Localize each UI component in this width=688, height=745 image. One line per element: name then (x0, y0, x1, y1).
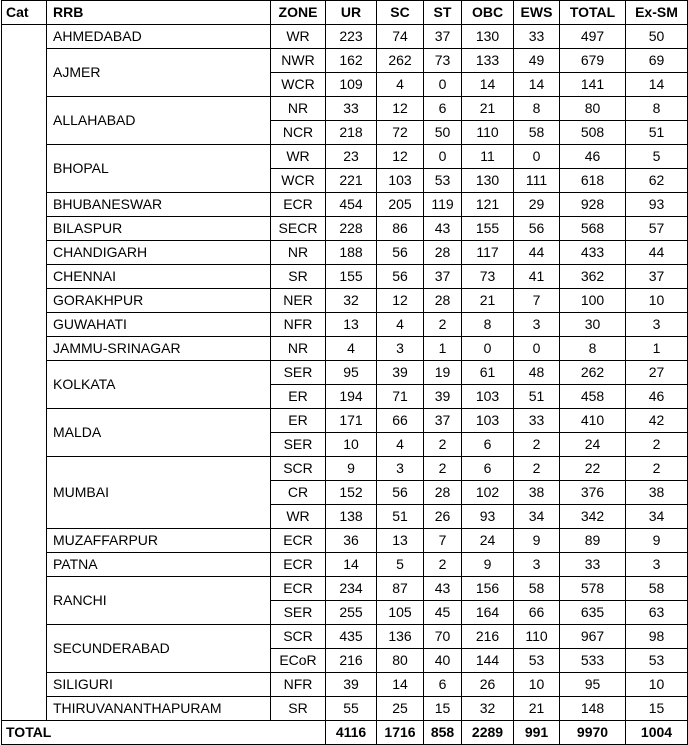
ews-cell: 8 (514, 97, 560, 121)
st-cell: 45 (424, 601, 462, 625)
zone-cell: ECR (271, 529, 326, 553)
ur-cell: 39 (326, 673, 377, 697)
table-row (2, 577, 688, 601)
sc-cell: 25 (377, 697, 424, 721)
ews-cell: 9 (514, 529, 560, 553)
sc-cell: 74 (377, 25, 424, 49)
st-cell: 70 (424, 625, 462, 649)
table-row (2, 553, 688, 577)
exsm-cell: 34 (626, 505, 688, 529)
rrb-cell: MUMBAI (47, 457, 271, 529)
total-ur: 4116 (326, 721, 377, 745)
cat-cell (2, 25, 47, 721)
st-cell: 37 (424, 25, 462, 49)
total-cell: 533 (560, 649, 626, 673)
obc-cell: 121 (462, 193, 514, 217)
sc-cell: 56 (377, 481, 424, 505)
st-cell: 28 (424, 241, 462, 265)
ur-cell: 14 (326, 553, 377, 577)
obc-cell: 24 (462, 529, 514, 553)
total-cell: 679 (560, 49, 626, 73)
sc-cell: 87 (377, 577, 424, 601)
st-cell: 2 (424, 457, 462, 481)
exsm-cell: 53 (626, 649, 688, 673)
total-cell: 376 (560, 481, 626, 505)
ur-cell: 162 (326, 49, 377, 73)
total-cell: 22 (560, 457, 626, 481)
exsm-cell: 51 (626, 121, 688, 145)
ews-cell: 21 (514, 697, 560, 721)
ur-cell: 152 (326, 481, 377, 505)
sc-cell: 71 (377, 385, 424, 409)
rrb-cell: CHANDIGARH (47, 241, 271, 265)
rrb-cell: THIRUVANANTHAPURAM (47, 697, 271, 721)
ur-cell: 95 (326, 361, 377, 385)
ews-cell: 0 (514, 145, 560, 169)
rrb-cell: CHENNAI (47, 265, 271, 289)
zone-cell: SECR (271, 217, 326, 241)
zone-cell: ER (271, 409, 326, 433)
ur-cell: 171 (326, 409, 377, 433)
total-cell: 262 (560, 361, 626, 385)
sc-cell: 86 (377, 217, 424, 241)
rrb-cell: PATNA (47, 553, 271, 577)
st-cell: 43 (424, 577, 462, 601)
table-row (2, 697, 688, 721)
table-row (2, 313, 688, 337)
st-cell: 2 (424, 433, 462, 457)
total-obc: 2289 (462, 721, 514, 745)
header-exsm: Ex-SM (626, 1, 688, 25)
total-sc: 1716 (377, 721, 424, 745)
zone-cell: WR (271, 505, 326, 529)
sc-cell: 4 (377, 73, 424, 97)
header-ur: UR (326, 1, 377, 25)
exsm-cell: 42 (626, 409, 688, 433)
st-cell: 6 (424, 97, 462, 121)
total-cell: 100 (560, 289, 626, 313)
ews-cell: 3 (514, 313, 560, 337)
st-cell: 15 (424, 697, 462, 721)
rrb-cell: GUWAHATI (47, 313, 271, 337)
total-total: 9970 (560, 721, 626, 745)
st-cell: 43 (424, 217, 462, 241)
sc-cell: 4 (377, 433, 424, 457)
table-row (2, 97, 688, 121)
st-cell: 19 (424, 361, 462, 385)
sc-cell: 56 (377, 241, 424, 265)
ews-cell: 58 (514, 121, 560, 145)
rrb-cell: MUZAFFARPUR (47, 529, 271, 553)
obc-cell: 156 (462, 577, 514, 601)
total-cell: 24 (560, 433, 626, 457)
ur-cell: 33 (326, 97, 377, 121)
header-st: ST (424, 1, 462, 25)
ews-cell: 2 (514, 457, 560, 481)
ur-cell: 435 (326, 625, 377, 649)
rrb-cell: JAMMU-SRINAGAR (47, 337, 271, 361)
rrb-cell: ALLAHABAD (47, 97, 271, 145)
table-row (2, 241, 688, 265)
zone-cell: NR (271, 241, 326, 265)
zone-cell: SER (271, 601, 326, 625)
zone-cell: WCR (271, 169, 326, 193)
table-row (2, 49, 688, 73)
sc-cell: 5 (377, 553, 424, 577)
obc-cell: 14 (462, 73, 514, 97)
obc-cell: 9 (462, 553, 514, 577)
exsm-cell: 57 (626, 217, 688, 241)
exsm-cell: 1 (626, 337, 688, 361)
st-cell: 2 (424, 313, 462, 337)
header-sc: SC (377, 1, 424, 25)
header-zone: ZONE (271, 1, 326, 25)
ur-cell: 23 (326, 145, 377, 169)
exsm-cell: 62 (626, 169, 688, 193)
vacancy-table (1, 0, 688, 745)
st-cell: 50 (424, 121, 462, 145)
sc-cell: 12 (377, 145, 424, 169)
st-cell: 37 (424, 265, 462, 289)
zone-cell: NCR (271, 121, 326, 145)
table-row (2, 265, 688, 289)
obc-cell: 103 (462, 409, 514, 433)
exsm-cell: 93 (626, 193, 688, 217)
ur-cell: 216 (326, 649, 377, 673)
total-cell: 95 (560, 673, 626, 697)
header-obc: OBC (462, 1, 514, 25)
total-exsm: 1004 (626, 721, 688, 745)
zone-cell: ECR (271, 553, 326, 577)
ews-cell: 7 (514, 289, 560, 313)
ews-cell: 51 (514, 385, 560, 409)
ur-cell: 10 (326, 433, 377, 457)
exsm-cell: 50 (626, 25, 688, 49)
exsm-cell: 2 (626, 457, 688, 481)
table-row (2, 25, 688, 49)
table-row (2, 625, 688, 649)
zone-cell: SER (271, 361, 326, 385)
zone-cell: NFR (271, 313, 326, 337)
sc-cell: 51 (377, 505, 424, 529)
ur-cell: 221 (326, 169, 377, 193)
obc-cell: 8 (462, 313, 514, 337)
st-cell: 73 (424, 49, 462, 73)
st-cell: 0 (424, 145, 462, 169)
obc-cell: 6 (462, 433, 514, 457)
st-cell: 1 (424, 337, 462, 361)
table-body (2, 25, 688, 721)
rrb-cell: SECUNDERABAD (47, 625, 271, 673)
zone-cell: SR (271, 697, 326, 721)
exsm-cell: 14 (626, 73, 688, 97)
ur-cell: 9 (326, 457, 377, 481)
ews-cell: 0 (514, 337, 560, 361)
obc-cell: 26 (462, 673, 514, 697)
ews-cell: 33 (514, 25, 560, 49)
total-cell: 141 (560, 73, 626, 97)
ur-cell: 155 (326, 265, 377, 289)
exsm-cell: 37 (626, 265, 688, 289)
obc-cell: 133 (462, 49, 514, 73)
sc-cell: 103 (377, 169, 424, 193)
st-cell: 0 (424, 73, 462, 97)
zone-cell: NFR (271, 673, 326, 697)
ews-cell: 49 (514, 49, 560, 73)
st-cell: 26 (424, 505, 462, 529)
sc-cell: 14 (377, 673, 424, 697)
zone-cell: NR (271, 337, 326, 361)
sc-cell: 105 (377, 601, 424, 625)
total-cell: 148 (560, 697, 626, 721)
total-cell: 33 (560, 553, 626, 577)
exsm-cell: 69 (626, 49, 688, 73)
ur-cell: 36 (326, 529, 377, 553)
ews-cell: 14 (514, 73, 560, 97)
total-cell: 362 (560, 265, 626, 289)
rrb-cell: KOLKATA (47, 361, 271, 409)
sc-cell: 66 (377, 409, 424, 433)
sc-cell: 80 (377, 649, 424, 673)
obc-cell: 0 (462, 337, 514, 361)
total-cell: 46 (560, 145, 626, 169)
total-cell: 89 (560, 529, 626, 553)
total-cell: 578 (560, 577, 626, 601)
zone-cell: WCR (271, 73, 326, 97)
exsm-cell: 44 (626, 241, 688, 265)
exsm-cell: 10 (626, 289, 688, 313)
exsm-cell: 63 (626, 601, 688, 625)
table-row (2, 337, 688, 361)
ur-cell: 454 (326, 193, 377, 217)
ews-cell: 2 (514, 433, 560, 457)
total-st: 858 (424, 721, 462, 745)
obc-cell: 117 (462, 241, 514, 265)
sc-cell: 4 (377, 313, 424, 337)
obc-cell: 144 (462, 649, 514, 673)
ur-cell: 234 (326, 577, 377, 601)
exsm-cell: 10 (626, 673, 688, 697)
ur-cell: 223 (326, 25, 377, 49)
ur-cell: 138 (326, 505, 377, 529)
total-cell: 568 (560, 217, 626, 241)
ews-cell: 66 (514, 601, 560, 625)
obc-cell: 155 (462, 217, 514, 241)
sc-cell: 12 (377, 289, 424, 313)
exsm-cell: 3 (626, 553, 688, 577)
exsm-cell: 8 (626, 97, 688, 121)
total-cell: 508 (560, 121, 626, 145)
zone-cell: SER (271, 433, 326, 457)
st-cell: 39 (424, 385, 462, 409)
sc-cell: 3 (377, 337, 424, 361)
total-cell: 635 (560, 601, 626, 625)
obc-cell: 103 (462, 385, 514, 409)
ews-cell: 48 (514, 361, 560, 385)
ur-cell: 13 (326, 313, 377, 337)
sc-cell: 136 (377, 625, 424, 649)
total-cell: 928 (560, 193, 626, 217)
sc-cell: 56 (377, 265, 424, 289)
zone-cell: CR (271, 481, 326, 505)
ews-cell: 33 (514, 409, 560, 433)
ews-cell: 44 (514, 241, 560, 265)
exsm-cell: 98 (626, 625, 688, 649)
st-cell: 28 (424, 289, 462, 313)
table-row (2, 217, 688, 241)
total-cell: 342 (560, 505, 626, 529)
ur-cell: 109 (326, 73, 377, 97)
sc-cell: 262 (377, 49, 424, 73)
exsm-cell: 15 (626, 697, 688, 721)
rrb-cell: AHMEDABAD (47, 25, 271, 49)
obc-cell: 93 (462, 505, 514, 529)
total-cell: 618 (560, 169, 626, 193)
ur-cell: 194 (326, 385, 377, 409)
header-cat: Cat (2, 1, 47, 25)
total-ews: 991 (514, 721, 560, 745)
ews-cell: 53 (514, 649, 560, 673)
zone-cell: NWR (271, 49, 326, 73)
total-row (2, 721, 688, 745)
exsm-cell: 5 (626, 145, 688, 169)
total-cell: 497 (560, 25, 626, 49)
ur-cell: 228 (326, 217, 377, 241)
ur-cell: 255 (326, 601, 377, 625)
zone-cell: ECR (271, 193, 326, 217)
zone-cell: NER (271, 289, 326, 313)
sc-cell: 13 (377, 529, 424, 553)
header-total: TOTAL (560, 1, 626, 25)
st-cell: 40 (424, 649, 462, 673)
table-row (2, 409, 688, 433)
ews-cell: 110 (514, 625, 560, 649)
exsm-cell: 46 (626, 385, 688, 409)
table-row (2, 289, 688, 313)
ur-cell: 32 (326, 289, 377, 313)
zone-cell: WR (271, 25, 326, 49)
ews-cell: 10 (514, 673, 560, 697)
ur-cell: 55 (326, 697, 377, 721)
exsm-cell: 9 (626, 529, 688, 553)
obc-cell: 73 (462, 265, 514, 289)
ews-cell: 38 (514, 481, 560, 505)
ur-cell: 4 (326, 337, 377, 361)
st-cell: 28 (424, 481, 462, 505)
obc-cell: 32 (462, 697, 514, 721)
ur-cell: 218 (326, 121, 377, 145)
rrb-cell: RANCHI (47, 577, 271, 625)
st-cell: 7 (424, 529, 462, 553)
exsm-cell: 58 (626, 577, 688, 601)
ews-cell: 3 (514, 553, 560, 577)
total-cell: 80 (560, 97, 626, 121)
obc-cell: 11 (462, 145, 514, 169)
ews-cell: 111 (514, 169, 560, 193)
table-row (2, 361, 688, 385)
table-row (2, 145, 688, 169)
sc-cell: 205 (377, 193, 424, 217)
zone-cell: ECR (271, 577, 326, 601)
rrb-cell: BILASPUR (47, 217, 271, 241)
obc-cell: 130 (462, 169, 514, 193)
header-row (2, 1, 688, 25)
exsm-cell: 3 (626, 313, 688, 337)
ur-cell: 188 (326, 241, 377, 265)
obc-cell: 110 (462, 121, 514, 145)
obc-cell: 130 (462, 25, 514, 49)
obc-cell: 102 (462, 481, 514, 505)
st-cell: 6 (424, 673, 462, 697)
rrb-cell: BHOPAL (47, 145, 271, 193)
obc-cell: 164 (462, 601, 514, 625)
zone-cell: SCR (271, 457, 326, 481)
exsm-cell: 38 (626, 481, 688, 505)
st-cell: 53 (424, 169, 462, 193)
exsm-cell: 2 (626, 433, 688, 457)
sc-cell: 72 (377, 121, 424, 145)
zone-cell: SR (271, 265, 326, 289)
total-cell: 458 (560, 385, 626, 409)
ews-cell: 58 (514, 577, 560, 601)
obc-cell: 21 (462, 289, 514, 313)
table-row (2, 193, 688, 217)
total-cell: 410 (560, 409, 626, 433)
zone-cell: WR (271, 145, 326, 169)
obc-cell: 21 (462, 97, 514, 121)
header-rrb: RRB (47, 1, 271, 25)
table-row (2, 529, 688, 553)
exsm-cell: 27 (626, 361, 688, 385)
rrb-cell: MALDA (47, 409, 271, 457)
ews-cell: 34 (514, 505, 560, 529)
obc-cell: 6 (462, 457, 514, 481)
total-label: TOTAL (2, 721, 326, 745)
zone-cell: SCR (271, 625, 326, 649)
st-cell: 2 (424, 553, 462, 577)
ews-cell: 56 (514, 217, 560, 241)
rrb-cell: BHUBANESWAR (47, 193, 271, 217)
ews-cell: 41 (514, 265, 560, 289)
st-cell: 37 (424, 409, 462, 433)
total-cell: 433 (560, 241, 626, 265)
total-cell: 8 (560, 337, 626, 361)
ews-cell: 29 (514, 193, 560, 217)
sc-cell: 3 (377, 457, 424, 481)
rrb-cell: SILIGURI (47, 673, 271, 697)
total-cell: 30 (560, 313, 626, 337)
rrb-cell: GORAKHPUR (47, 289, 271, 313)
sc-cell: 12 (377, 97, 424, 121)
sc-cell: 39 (377, 361, 424, 385)
zone-cell: ECoR (271, 649, 326, 673)
table-row (2, 673, 688, 697)
obc-cell: 216 (462, 625, 514, 649)
rrb-cell: AJMER (47, 49, 271, 97)
zone-cell: NR (271, 97, 326, 121)
table-row (2, 457, 688, 481)
zone-cell: ER (271, 385, 326, 409)
header-ews: EWS (514, 1, 560, 25)
obc-cell: 61 (462, 361, 514, 385)
st-cell: 119 (424, 193, 462, 217)
total-cell: 967 (560, 625, 626, 649)
